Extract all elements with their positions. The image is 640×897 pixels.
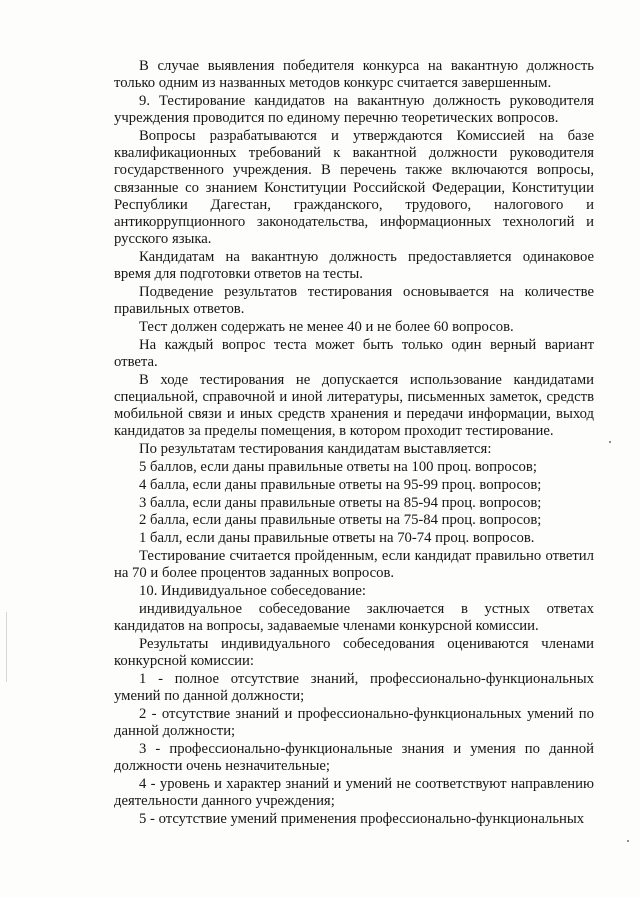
paragraph-interview-results: Результаты индивидуального собеседования оцениваются членами конкурсной комиссии: xyxy=(114,635,594,669)
document-body xyxy=(114,58,594,829)
paragraph-scoring-intro: По результатам тестирования кандидатам выставляется: xyxy=(139,441,492,458)
score-item-4: 4 балла, если даны правильные ответы на 95-99 проц. вопросов; xyxy=(139,476,542,493)
interview-score-4: 4 - уровень и характер знаний и умений не соответствуют направлению деятельности данного учреждения; xyxy=(114,775,594,809)
paragraph-results-basis: Подведение результатов тестирования основывается на количестве правильных ответов. xyxy=(114,284,594,318)
paragraph-prohibited-materials: В ходе тестирования не допускается использование кандидатами специальной, справочной и иной литературы, письменных заметок, средств мобильной связи и иных средств хранения и передачи информации, выход кандидатов за пределы помещения, в котором проходит тестирование. xyxy=(114,371,594,440)
score-item-2: 2 балла, если даны правильные ответы на 75-84 проц. вопросов; xyxy=(139,512,542,529)
scan-speck xyxy=(609,441,611,443)
paragraph-question-count: Тест должен содержать не менее 40 и не более 60 вопросов. xyxy=(139,319,514,336)
score-item-1: 1 балл, если даны правильные ответы на 70-74 проц. вопросов. xyxy=(139,530,535,547)
paragraph-questions-development: Вопросы разрабатываются и утверждаются Комиссией на базе квалификационных требований к вакантной должности руководителя государственного учреждения. В перечень также включаются вопросы, связанные со знанием Конституции Российской Федерации, Конституции Республики Дагестан, гражданского, трудового, налогового и антикоррупционного законодательства, информационных технологий и русского языка. xyxy=(114,128,594,248)
score-item-3: 3 балла, если даны правильные ответы на 85-94 проц. вопросов; xyxy=(139,494,542,511)
interview-score-5: 5 - отсутствие умений применения профессионально-функциональных xyxy=(139,810,585,827)
paragraph-single-answer: На каждый вопрос теста может быть только один верный вариант ответа. xyxy=(114,336,594,371)
paragraph-interview-heading: 10. Индивидуальное собеседование: xyxy=(139,583,366,599)
paragraph-passing-threshold: Тестирование считается пройденным, если кандидат правильно ответил на 70 и более процентов заданных вопросов. xyxy=(114,548,594,582)
interview-score-3: 3 - профессионально-функциональные знания и умения по данной должности очень незначительные; xyxy=(114,740,594,774)
paragraph-interview-description: индивидуальное собеседование заключается в устных ответах кандидатов на вопросы, задаваемые членами конкурсной комиссии. xyxy=(114,600,594,634)
paragraph-equal-time: Кандидатам на вакантную должность предоставляется одинаковое время для подготовки ответов на тесты. xyxy=(114,249,594,283)
score-item-5: 5 баллов, если даны правильные ответы на 100 проц. вопросов; xyxy=(139,459,537,476)
paragraph-contest-completion: В случае выявления победителя конкурса на вакантную должность только одним из названных методов конкурс считается завершенным. xyxy=(114,58,594,92)
scan-speck xyxy=(627,840,629,842)
interview-score-1: 1 - полное отсутствие знаний, профессионально-функциональных умений по данной должности; xyxy=(114,670,594,704)
interview-score-2: 2 - отсутствие знаний и профессионально-функциональных умений по данной должности; xyxy=(114,705,594,739)
scan-edge-line xyxy=(6,612,7,682)
paragraph-testing-intro: 9. Тестирование кандидатов на вакантную должность руководителя учреждения проводится по единому перечню теоретических вопросов. xyxy=(114,93,594,127)
